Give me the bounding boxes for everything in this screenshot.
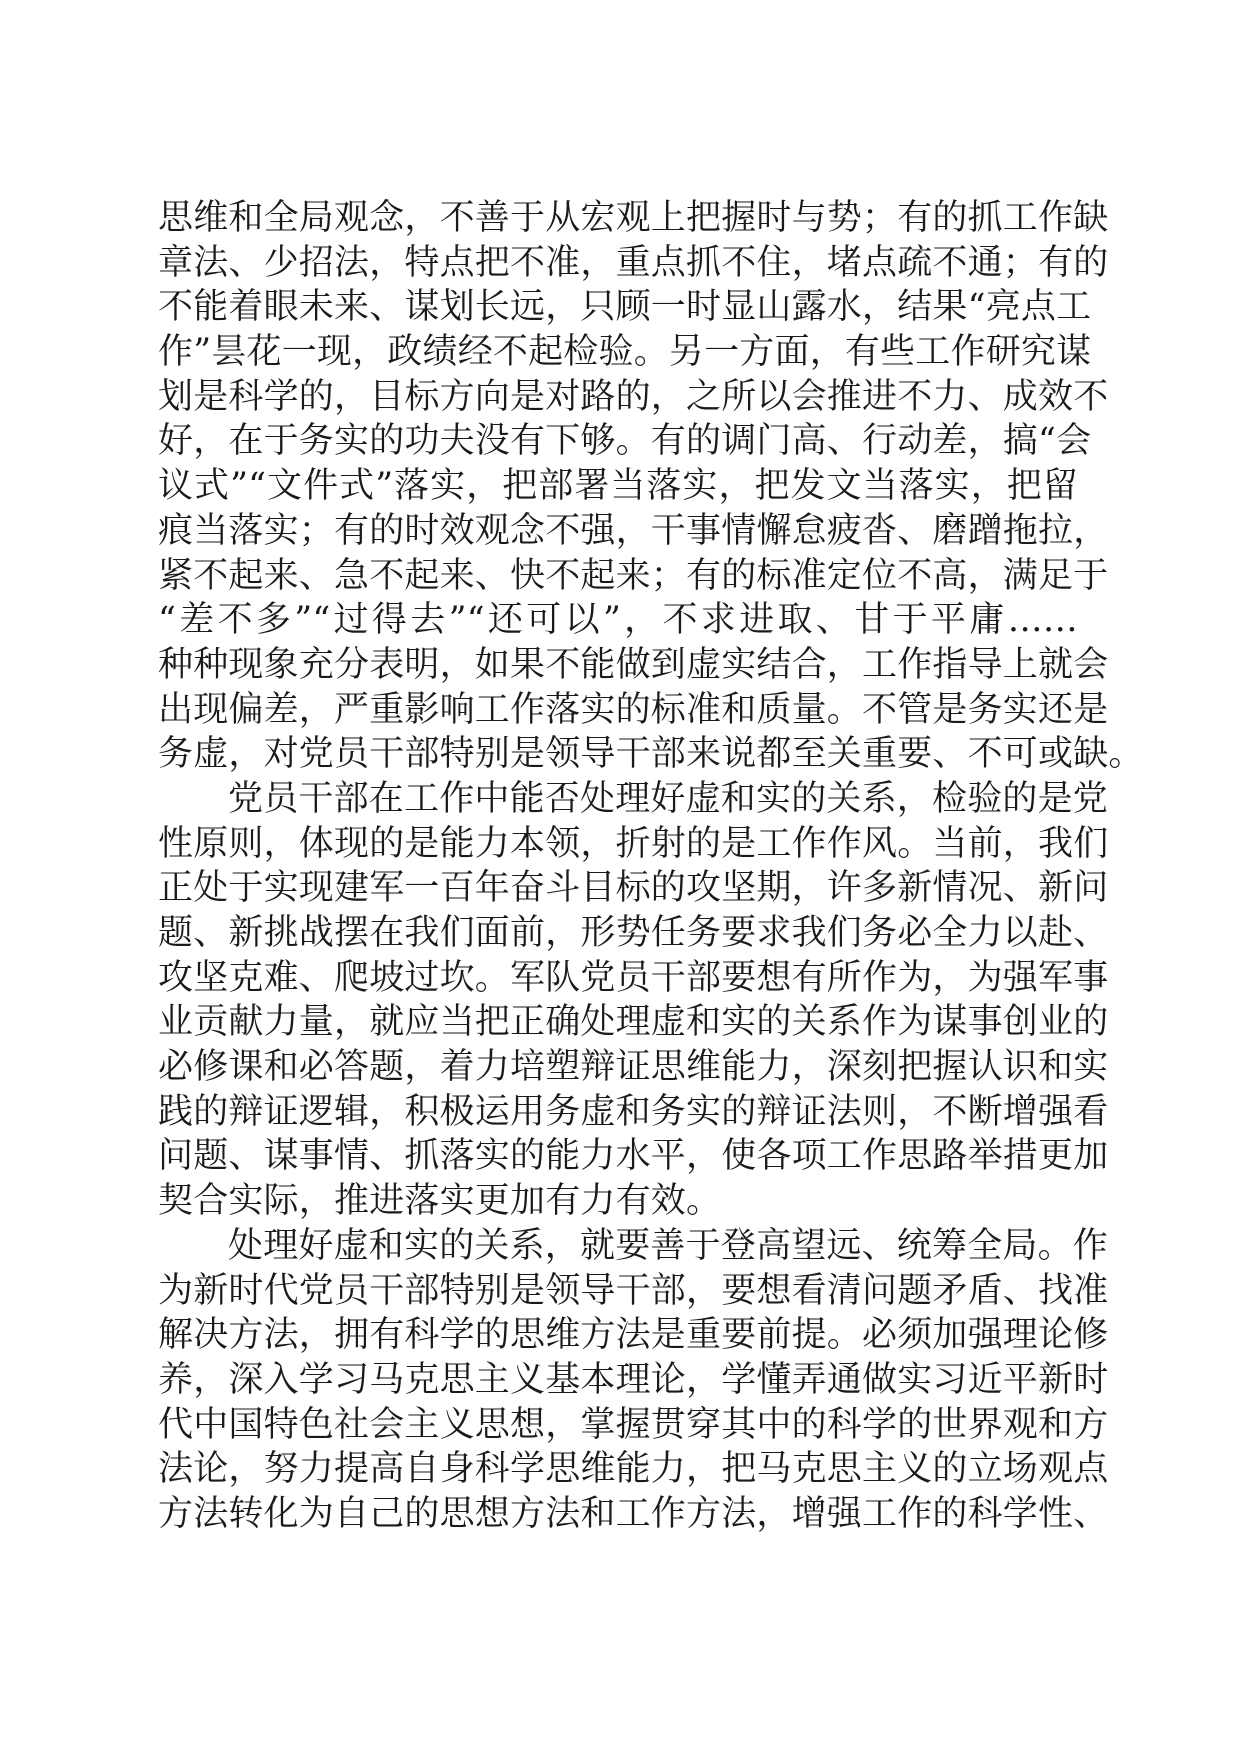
- text-line: 法论，努力提高自身科学思维能力，把马克思主义的立场观点: [158, 1449, 1109, 1490]
- text-line: 正处于实现建军一百年奋斗目标的攻坚期，许多新情况、新问: [158, 868, 1109, 909]
- text-line: 思维和全局观念，不善于从宏观上把握时与势；有的抓工作缺: [158, 198, 1109, 238]
- text-line: 章法、少招法，特点把不准，重点抓不住，堵点疏不通；有的: [158, 242, 1109, 283]
- text-line: 践的辩证逻辑，积极运用务虚和务实的辩证法则，不断增强看: [158, 1091, 1109, 1132]
- paragraph-first-line: 党员干部在工作中能否处理好虚和实的关系，检验的是党: [228, 778, 1109, 819]
- text-line: 业贡献力量，就应当把正确处理虚和实的关系作为谋事创业的: [158, 1002, 1109, 1043]
- text-line: 契合实际，推进落实更加有力有效。: [158, 1181, 722, 1222]
- text-line: 养，深入学习马克思主义基本理论，学懂弄通做实习近平新时: [158, 1359, 1109, 1400]
- text-line: 攻坚克难、爬坡过坎。军队党员干部要想有所作为，为强军事: [158, 957, 1109, 998]
- text-line: 划是科学的，目标方向是对路的，之所以会推进不力、成效不: [158, 376, 1109, 417]
- text-line: 议式”“文件式”落实，把部署当落实，把发文当落实，把留: [158, 466, 1078, 507]
- text-line: 题、新挑战摆在我们面前，形势任务要求我们务必全力以赴、: [158, 913, 1109, 953]
- paragraph-first-line: 处理好虚和实的关系，就要善于登高望远、统筹全局。作: [228, 1225, 1109, 1266]
- body-text: [158, 196, 1144, 1537]
- text-line: 方法转化为自己的思想方法和工作方法，增强工作的科学性、: [158, 1493, 1109, 1534]
- text-line: 问题、谋事情、抓落实的能力水平，使各项工作思路举措更加: [158, 1136, 1109, 1177]
- text-line: 解决方法，拥有科学的思维方法是重要前提。必须加强理论修: [158, 1315, 1109, 1356]
- text-line: 为新时代党员干部特别是领导干部，要想看清问题矛盾、找准: [158, 1270, 1109, 1311]
- text-line: 作”昙花一现，政绩经不起检验。另一方面，有些工作研究谋: [158, 332, 1092, 373]
- text-line: 代中国特色社会主义思想，掌握贯穿其中的科学的世界观和方: [158, 1404, 1109, 1445]
- text-line: 必修课和必答题，着力培塑辩证思维能力，深刻把握认识和实: [158, 1047, 1109, 1088]
- text-line: 好，在于务实的功夫没有下够。有的调门高、行动差，搞“会: [158, 421, 1092, 462]
- text-line: 痕当落实；有的时效观念不强，干事情懈怠疲沓、磨蹭拖拉，: [158, 510, 1109, 551]
- text-line: “差不多”“过得去”“还可以”，不求进取、甘于平庸……: [158, 600, 1078, 641]
- text-line: 不能着眼未来、谋划长远，只顾一时显山露水，结果“亮点工: [158, 287, 1092, 328]
- text-line: 性原则，体现的是能力本领，折射的是工作作风。当前，我们: [158, 823, 1109, 864]
- text-line: 紧不起来、急不起来、快不起来；有的标准定位不高，满足于: [158, 555, 1109, 596]
- text-line: 种种现象充分表明，如果不能做到虚实结合，工作指导上就会: [158, 644, 1109, 685]
- text-line: 出现偏差，严重影响工作落实的标准和质量。不管是务实还是: [158, 689, 1109, 730]
- text-line: 务虚，对党员干部特别是领导干部来说都至关重要、不可或缺。: [158, 734, 1144, 775]
